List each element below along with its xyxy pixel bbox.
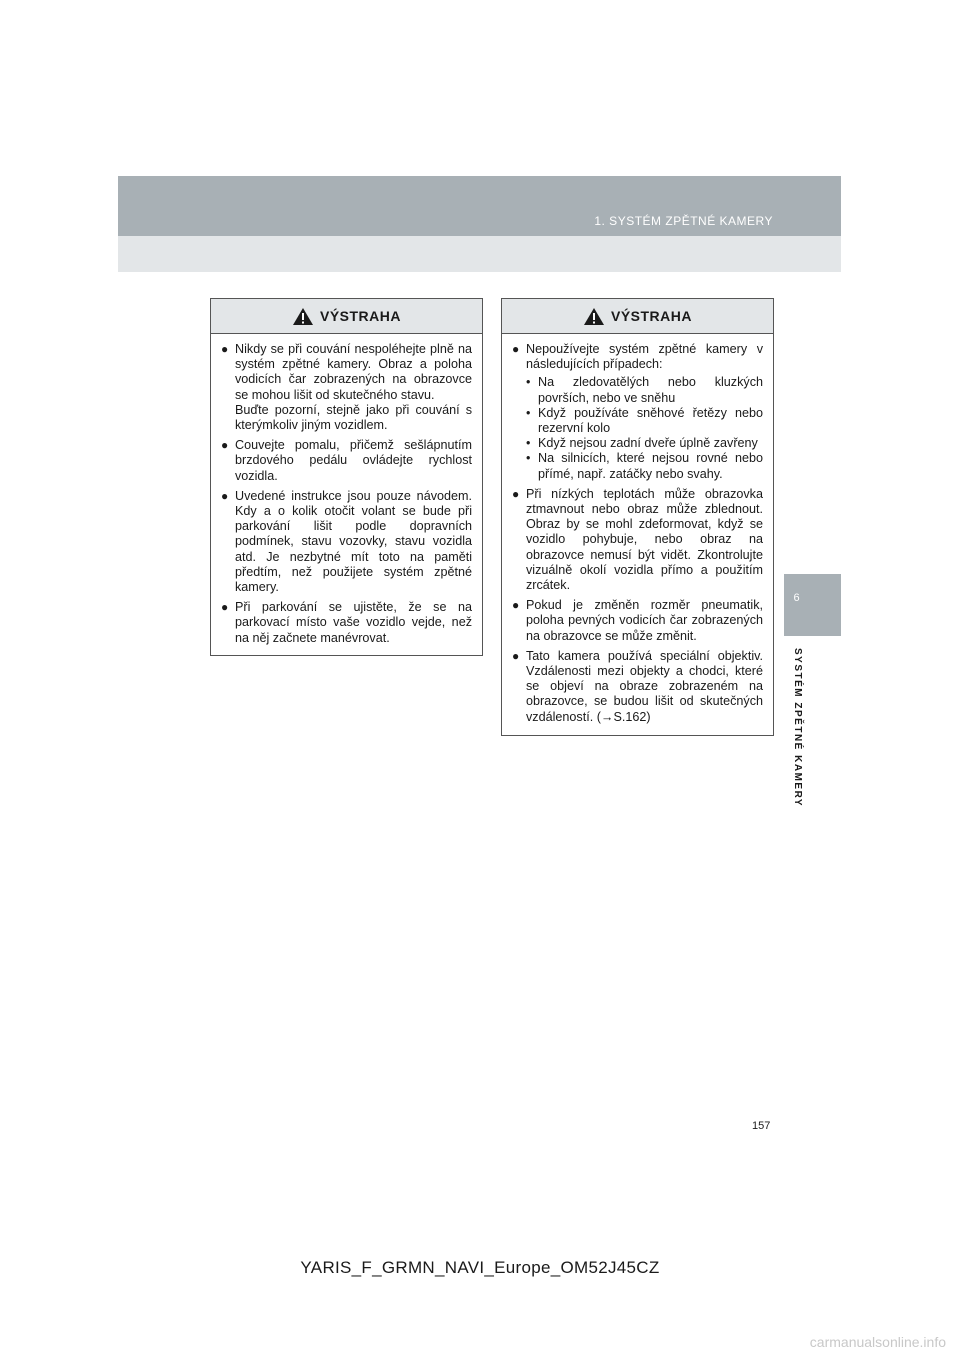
item-text: Pokud je změněn rozměr pneumatik, poloha pevných vodicích čar zobrazených na obrazovce se může změnit. xyxy=(526,598,763,643)
warning-heading xyxy=(502,299,773,334)
warning-heading-text: VÝSTRAHA xyxy=(610,308,692,324)
sub-list-item: • Na silnicích, které nejsou rovné nebo přímé, např. zatáčky nebo svahy. xyxy=(526,451,763,481)
item-text: Uvedené instrukce jsou pouze návodem. Kdy a o kolik otočit volant se bude při parkování lišit podle dopravních podmínek, stavu vozovky, stavu vozidla atd. Je nezbytné mít toto na paměti předtím, než použijete systém zpětné kamery. xyxy=(235,488,472,595)
bullet-circle-icon: ● xyxy=(512,648,520,663)
item-text: Nepoužívejte systém zpětné kamery v následujících případech: xyxy=(526,342,763,372)
warning-heading-text: VÝSTRAHA xyxy=(319,308,401,324)
chapter-side-label: SYSTÉM ZPĚTNÉ KAMERY xyxy=(792,648,803,808)
list-item xyxy=(512,649,763,725)
sub-list-item: • Když používáte sněhové řetězy nebo rezervní kolo xyxy=(526,405,763,436)
sub-list-item: • Na zledovatělých nebo kluzkých površích, nebo ve sněhu xyxy=(526,375,763,405)
list-item xyxy=(221,438,472,484)
warning-heading xyxy=(211,299,482,334)
warning-box-right xyxy=(501,298,774,736)
bullet-circle-icon: ● xyxy=(221,342,229,356)
watermark: carmanualsonline.info xyxy=(809,1334,946,1350)
list-item xyxy=(512,487,763,593)
item-text: Couvejte pomalu, přičemž sešlápnutím brzdového pedálu ovládejte rychlost vozidla. xyxy=(235,438,472,483)
sub-item-text: Na silnicích, které nejsou rovné nebo přímé, např. zatáčky nebo svahy. xyxy=(538,451,763,481)
warning-triangle-icon xyxy=(583,307,605,326)
bullet-circle-icon: ● xyxy=(512,342,520,356)
list-item xyxy=(221,342,472,433)
document-code: YARIS_F_GRMN_NAVI_Europe_OM52J45CZ xyxy=(300,1258,660,1277)
sub-item-text: Když používáte sněhové řetězy nebo rezervní kolo xyxy=(538,405,763,436)
header-subband xyxy=(118,236,841,272)
page-number: 157 xyxy=(752,1120,771,1132)
header-band xyxy=(118,176,841,236)
bullet-circle-icon: ● xyxy=(221,600,229,615)
warning-body xyxy=(211,334,482,661)
warning-box-left xyxy=(210,298,483,656)
bullet-circle-icon: ● xyxy=(221,438,229,453)
bullet-circle-icon: ● xyxy=(221,488,229,503)
bullet-circle-icon: ● xyxy=(512,598,520,613)
list-item xyxy=(221,600,472,646)
list-item xyxy=(512,342,763,372)
item-text: Při nízkých teplotách může obrazovka ztmavnout nebo obraz může zblednout. Obraz by se mohl zdeformovat, když se vozidlo pohybuje, nebo obraz na obrazovce nemusí být vidět. Zkontrolujte vizuálně okolí vozidla přímo a použitím zrcátek. xyxy=(526,486,763,593)
warning-body xyxy=(502,334,773,740)
item-text: Při parkování se ujistěte, že se na parkovací místo vaše vozidlo vejde, než na něj začnete manévrovat. xyxy=(235,600,472,645)
sub-list-item: • Když nejsou zadní dveře úplně zavřeny xyxy=(512,436,763,451)
sub-item-text: Na zledovatělých nebo kluzkých površích, nebo ve sněhu xyxy=(538,375,763,405)
sub-item-text: Když nejsou zadní dveře úplně zavřeny xyxy=(538,436,758,451)
chapter-tab xyxy=(784,574,841,636)
list-item xyxy=(512,598,763,644)
chapter-number: 6 xyxy=(793,592,800,604)
bullet-circle-icon: ● xyxy=(512,486,520,501)
item-text: Nikdy se při couvání nespoléhejte plně na systém zpětné kamery. Obraz a poloha vodicích čar zobrazených na obrazovce se mohou lišit od skutečného stavu. Buďte pozorní, stejně jako při couvání s kterýmkoliv jiným vozidlem. xyxy=(235,342,472,433)
page-header-title: 1. SYSTÉM ZPĚTNÉ KAMERY xyxy=(594,214,773,228)
item-text: Tato kamera používá speciální objektiv. Vzdálenosti mezi objekty a chodci, které se objeví na obraze zobrazeném na obrazovce, se budou lišit od skutečných vzdáleností. (→S.162) xyxy=(526,648,763,724)
warning-triangle-icon xyxy=(292,307,314,326)
list-item xyxy=(221,489,472,595)
